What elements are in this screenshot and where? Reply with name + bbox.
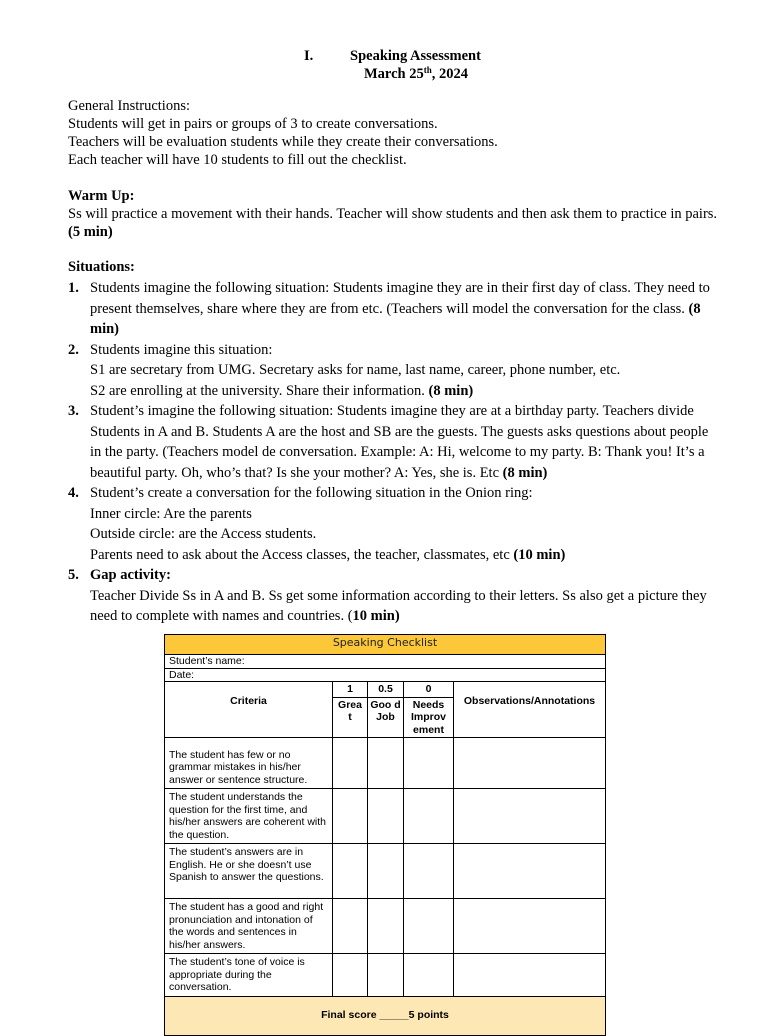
score-cell-great[interactable] — [333, 738, 368, 789]
criteria-text: The student’s tone of voice is appropriate during the conversation. — [165, 954, 333, 997]
criteria-header: Criteria — [165, 682, 333, 738]
score-cell-good-job[interactable] — [368, 954, 404, 997]
title-block — [0, 47, 768, 83]
criteria-text: The student’s answers are in English. He or she doesn’t use Spanish to answer the questions. — [165, 844, 333, 899]
score-header-needs-improvement: 0 — [404, 682, 454, 698]
situations-section — [68, 258, 720, 627]
score-header-great: 1 — [333, 682, 368, 698]
score-cell-great[interactable] — [333, 954, 368, 997]
warm-up-section — [68, 187, 718, 241]
situations-heading: Situations: — [68, 259, 135, 275]
criteria-row — [165, 789, 606, 844]
section-number: I. — [304, 48, 314, 64]
score-cell-good-job[interactable] — [368, 738, 404, 789]
score-cell-needs-improvement[interactable] — [404, 789, 454, 844]
assessment-date: March 25th, 2024 — [364, 65, 469, 82]
score-cell-good-job[interactable] — [368, 789, 404, 844]
situation-item: 2. Students imagine this situation: S1 are secretary from UMG. Secretary asks for name, last name, career, phone number, etc. S2 are enrolling at the university. Share their information. (8 min) — [68, 341, 621, 399]
final-score: Final score _____5 points — [165, 996, 606, 1035]
instruction-line: Each teacher will have 10 students to fill out the checklist. — [68, 152, 407, 168]
instruction-line: Teachers will be evaluation students while they create their conversations. — [68, 134, 498, 150]
score-cell-needs-improvement[interactable] — [404, 738, 454, 789]
criteria-row — [165, 738, 606, 789]
situation-item: 5. Gap activity: Teacher Divide Ss in A and B. Ss get some information according to their letters. Ss also get a picture they need to complete with names and countries. (10 min) — [68, 567, 707, 624]
score-cell-good-job[interactable] — [368, 899, 404, 954]
score-header-good-job: 0.5 — [368, 682, 404, 698]
criteria-row — [165, 899, 606, 954]
criteria-text: The student understands the question for the first time, and his/her answers are coherent with the question. — [165, 789, 333, 844]
situation-item: 1. Students imagine the following situation: Students imagine they are in their first day of class. They need to present themselves, share where they are from etc. (Teachers will model the conversation for the class. (8 min) — [68, 280, 710, 337]
score-cell-great[interactable] — [333, 899, 368, 954]
score-cell-needs-improvement[interactable] — [404, 899, 454, 954]
situation-item: 4. Student’s create a conversation for the following situation in the Onion ring: Inner circle: Are the parents Outside circle: are the Access students. Parents need to ask about the Access classes, the teacher, classmates, etc (10 min) — [68, 485, 566, 563]
date-field[interactable]: Date: — [165, 668, 606, 682]
situation-item: 3. Student’s imagine the following situation: Students imagine they are at a birthday party. Teachers divide Students in A and B. Students A are the host and SB are the guests. The guests asks questions about people in the party. (Teachers model de conversation. Example: A: Hi, welcome to my party. B: Thank you! It’s a beautiful party. Oh, who’s that? Is she your mother? A: Yes, she is. Etc (8 min) — [68, 403, 709, 481]
observation-cell[interactable] — [454, 738, 606, 789]
observation-cell[interactable] — [454, 954, 606, 997]
general-instructions-label: General Instructions: — [68, 98, 191, 114]
criteria-text: The student has a good and right pronunciation and intonation of the words and sentences in his/her answers. — [165, 899, 333, 954]
observations-header: Observations/Annotations — [454, 682, 606, 738]
criteria-row — [165, 954, 606, 997]
score-cell-needs-improvement[interactable] — [404, 954, 454, 997]
observation-cell[interactable] — [454, 844, 606, 899]
instruction-line: Students will get in pairs or groups of 3 to create conversations. — [68, 116, 438, 132]
label-good-job: Goo d Job — [368, 697, 404, 738]
warm-up-text: Ss will practice a movement with their hands. Teacher will show students and then ask them to practice in pairs. (5 min) — [68, 206, 718, 240]
label-great: Grea t — [333, 697, 368, 738]
speaking-checklist-table — [164, 634, 606, 1036]
warm-up-heading: Warm Up: — [68, 188, 135, 204]
page-title: Speaking Assessment — [350, 48, 481, 64]
label-needs-improvement: Needs Improv ement — [404, 697, 454, 738]
observation-cell[interactable] — [454, 789, 606, 844]
score-cell-great[interactable] — [333, 789, 368, 844]
checklist-title: Speaking Checklist — [165, 635, 606, 655]
score-cell-good-job[interactable] — [368, 844, 404, 899]
criteria-text: The student has few or no grammar mistakes in his/her answer or sentence structure. — [165, 738, 333, 789]
student-name-field[interactable]: Student’s name: — [165, 655, 606, 669]
observation-cell[interactable] — [454, 899, 606, 954]
score-cell-great[interactable] — [333, 844, 368, 899]
score-cell-needs-improvement[interactable] — [404, 844, 454, 899]
criteria-row — [165, 844, 606, 899]
general-instructions — [68, 97, 718, 169]
